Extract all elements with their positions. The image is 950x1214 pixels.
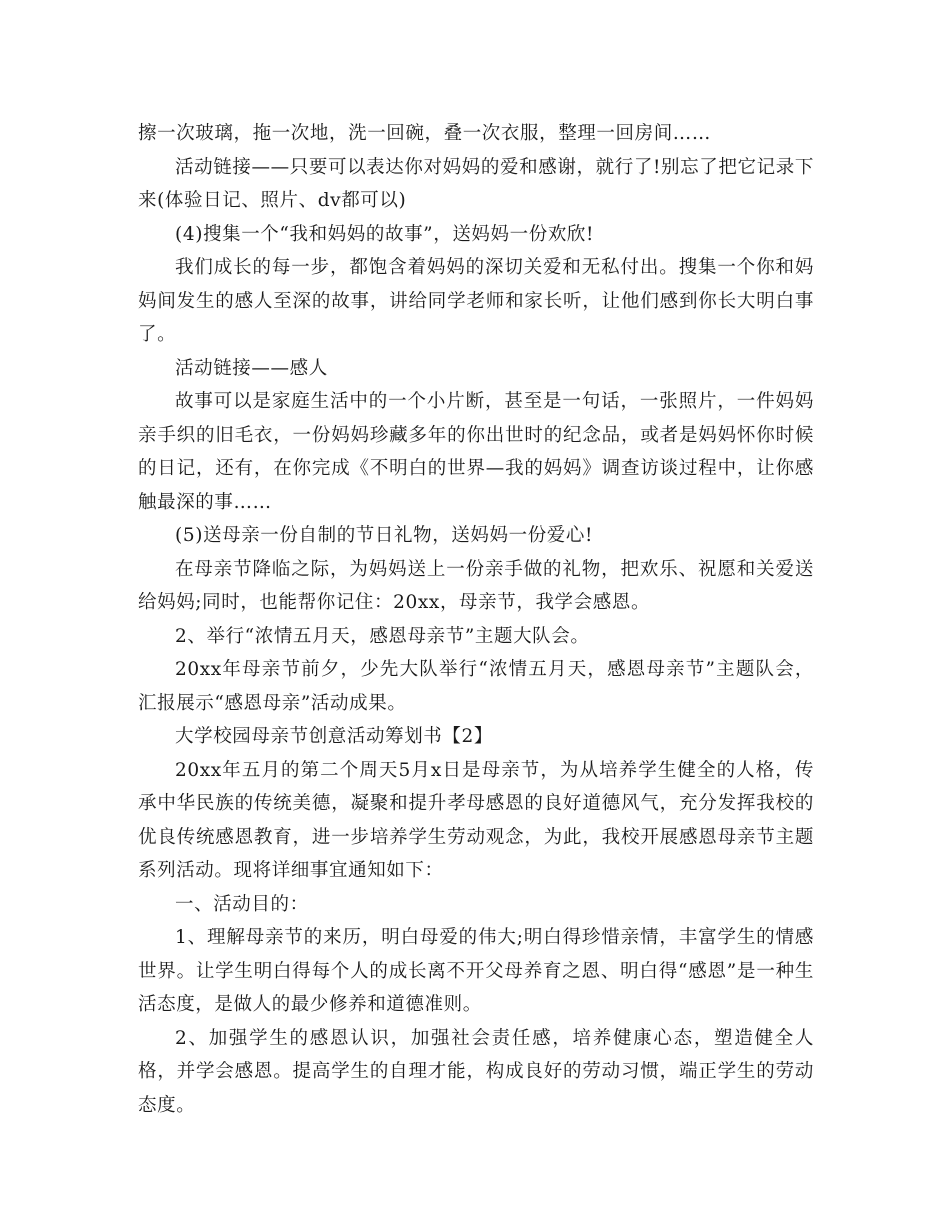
subheading-objectives: 一、活动目的： <box>175 893 309 915</box>
paragraph-3: (4)搜集一个“我和妈妈的故事”，送妈妈一份欢欣! <box>175 223 595 245</box>
paragraph-1: 擦一次玻璃，拖一次地，洗一回碗，叠一次衣服，整理一回房间…… <box>138 123 712 144</box>
paragraph-4: 我们成长的每一步，都饱含着妈妈的深切关爱和无私付出。搜集一个你和妈妈间发生的感人至深的故事，讲给同学老师和家长听，让他们感到你长大明白事了。 <box>138 257 814 345</box>
paragraph-9: 2、举行“浓情五月天，感恩母亲节”主题大队会。 <box>175 625 590 647</box>
paragraph-14: 1、理解母亲节的来历，明白母爱的伟大;明白得珍惜亲情，丰富学生的情感世界。让学生明白得每个人的成长离不开父母养育之恩、明白得“感恩”是一种生活态度，是做人的最少修养和道德准则。 <box>138 927 814 1015</box>
section-heading: 大学校园母亲节创意活动筹划书【2】 <box>175 726 493 747</box>
paragraph-6: 故事可以是家庭生活中的一个小片断，甚至是一句话，一张照片，一件妈妈亲手织的旧毛衣，一份妈妈珍藏多年的你出世时的纪念品，或者是妈妈怀你时候的日记，还有，在你完成《不明白的世界—我的妈妈》调查访谈过程中，让你感触最深的事…… <box>138 391 814 513</box>
paragraph-15: 2、加强学生的感恩认识，加强社会责任感，培养健康心态，塑造健全人格，并学会感恩。提高学生的自理才能，构成良好的劳动习惯，端正学生的劳动态度。 <box>138 1027 814 1116</box>
paragraph-2: 活动链接——只要可以表达你对妈妈的爱和感谢，就行了!别忘了把它记录下来(体验日记、照片、dv都可以) <box>138 156 814 211</box>
paragraph-10: 20xx年母亲节前夕，少先大队举行“浓情五月天，感恩母亲节”主题队会，汇报展示“感恩母亲”活动成果。 <box>138 659 814 714</box>
paragraph-8: 在母亲节降临之际，为妈妈送上一份亲手做的礼物，把欢乐、祝愿和关爱送给妈妈;同时，也能帮你记住：20xx，母亲节，我学会感恩。 <box>138 558 814 613</box>
paragraph-7: (5)送母亲一份自制的节日礼物，送妈妈一份爱心! <box>175 525 594 546</box>
paragraph-5: 活动链接——感人 <box>175 357 328 379</box>
document-body <box>138 117 814 1122</box>
paragraph-12: 20xx年五月的第二个周天5月x日是母亲节，为从培养学生健全的人格，传承中华民族的传统美德，凝聚和提升孝母感恩的良好道德风气，充分发挥我校的优良传统感恩教育，进一步培养学生劳动观念，为此，我校开展感恩母亲节主题系列活动。现将详细事宜通知如下： <box>138 759 814 881</box>
